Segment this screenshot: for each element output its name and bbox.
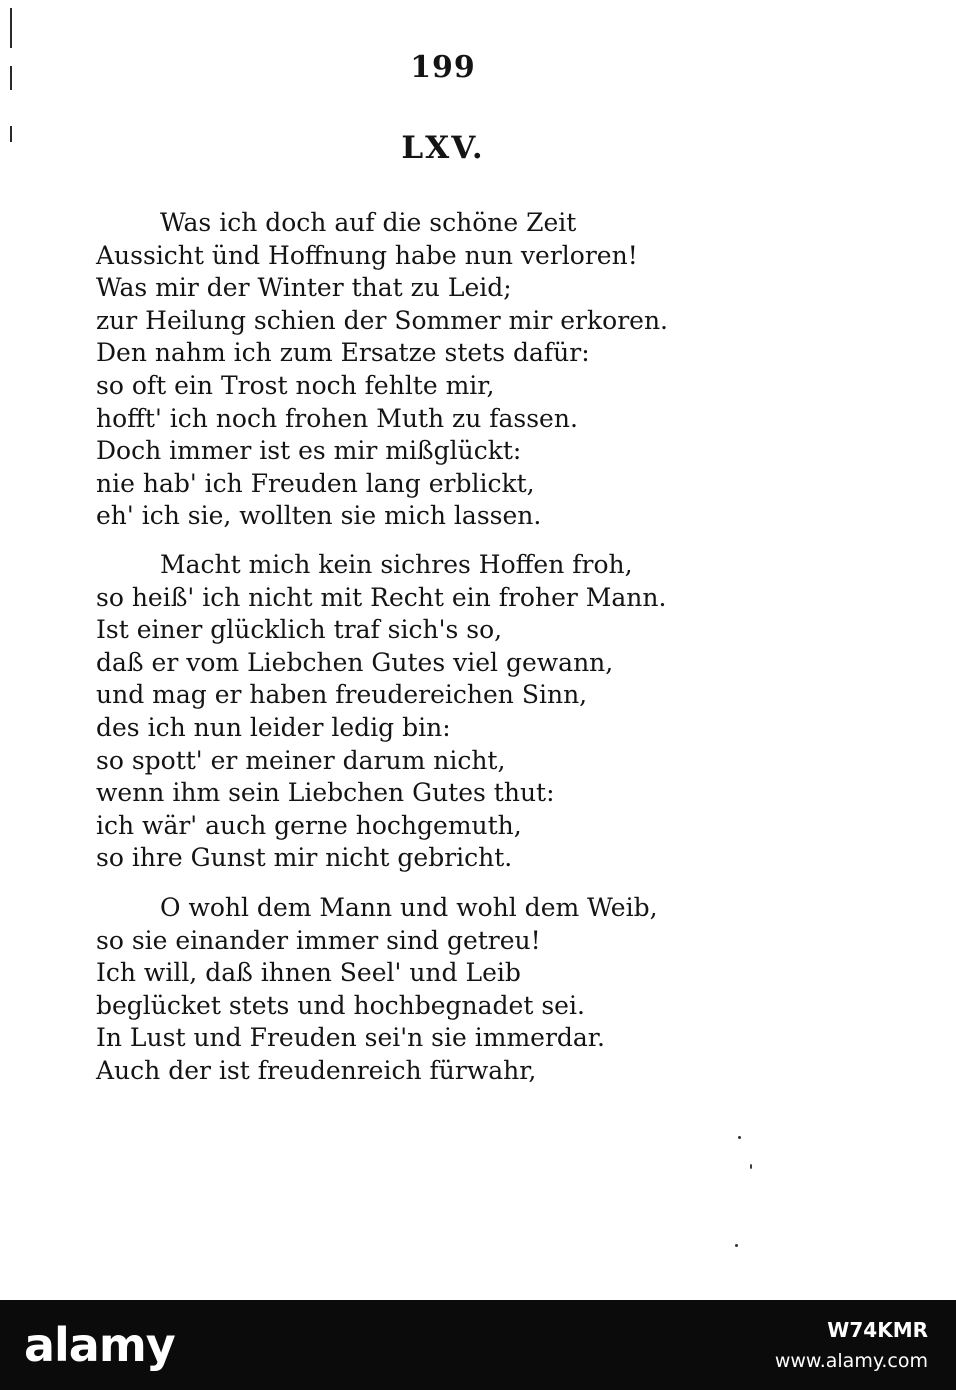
ink-speck [750, 1164, 752, 1169]
watermark-footer [0, 1300, 956, 1390]
page-number: 199 [410, 50, 476, 85]
verse-line: so sie einander immer sind getreu! [96, 925, 541, 955]
verse-line: Auch der ist freudenreich fürwahr, [96, 1055, 537, 1085]
verse-line: Was mir der Winter that zu Leid; [96, 273, 512, 303]
poem-number: LXV. [401, 130, 485, 166]
verse-line: und mag er haben freudereichen Sinn, [96, 680, 588, 710]
verse-line: Den nahm ich zum Ersatze stets dafür: [96, 338, 590, 368]
image-id: W74KMR [827, 1318, 928, 1342]
verse-line: O wohl dem Mann und wohl dem Weib, [160, 893, 658, 922]
stanza-2 [96, 549, 666, 875]
verse-line: nie hab' ich Freuden lang erblickt, [96, 468, 535, 498]
ink-speck [735, 1244, 738, 1247]
verse-line: so ihre Gunst mir nicht gebricht. [96, 843, 513, 873]
verse-line: so heiß' ich nicht mit Recht ein froher Mann. [96, 582, 667, 612]
verse-line: Ich will, daß ihnen Seel' und Leib [96, 958, 521, 988]
verse-line: Was ich doch auf die schöne Zeit [160, 208, 577, 237]
verse-line: wenn ihm sein Liebchen Gutes thut: [96, 778, 555, 808]
verse-line: Aussicht ünd Hoffnung habe nun verloren! [96, 240, 638, 270]
verse-line: so spott' er meiner darum nicht, [96, 745, 506, 775]
verse-line: beglücket stets und hochbegnadet sei. [96, 990, 585, 1020]
verse-line: des ich nun leider ledig bin: [96, 712, 451, 742]
stanza-1 [96, 207, 668, 533]
verse-line: Doch immer ist es mir mißglückt: [96, 436, 522, 466]
stanza-3 [96, 892, 658, 1088]
verse-line: eh' ich sie, wollten sie mich lassen. [96, 501, 542, 531]
ink-speck [738, 1136, 741, 1139]
verse-line: Ist einer glücklich traf sich's so, [96, 615, 503, 645]
verse-line: daß er vom Liebchen Gutes viel gewann, [96, 647, 614, 677]
page-edge-mark [10, 8, 12, 48]
verse-line: zur Heilung schien der Sommer mir erkoren. [96, 305, 668, 335]
verse-line: hofft' ich noch frohen Muth zu fassen. [96, 403, 578, 433]
verse-line: ich wär' auch gerne hochgemuth, [96, 810, 522, 840]
alamy-logo: alamy [24, 1318, 175, 1372]
footer-url: www.alamy.com [774, 1350, 928, 1372]
verse-line: In Lust und Freuden sei'n sie immerdar. [96, 1023, 605, 1053]
verse-line: Macht mich kein sichres Hoffen froh, [160, 550, 633, 579]
verse-line: so oft ein Trost noch fehlte mir, [96, 370, 495, 400]
